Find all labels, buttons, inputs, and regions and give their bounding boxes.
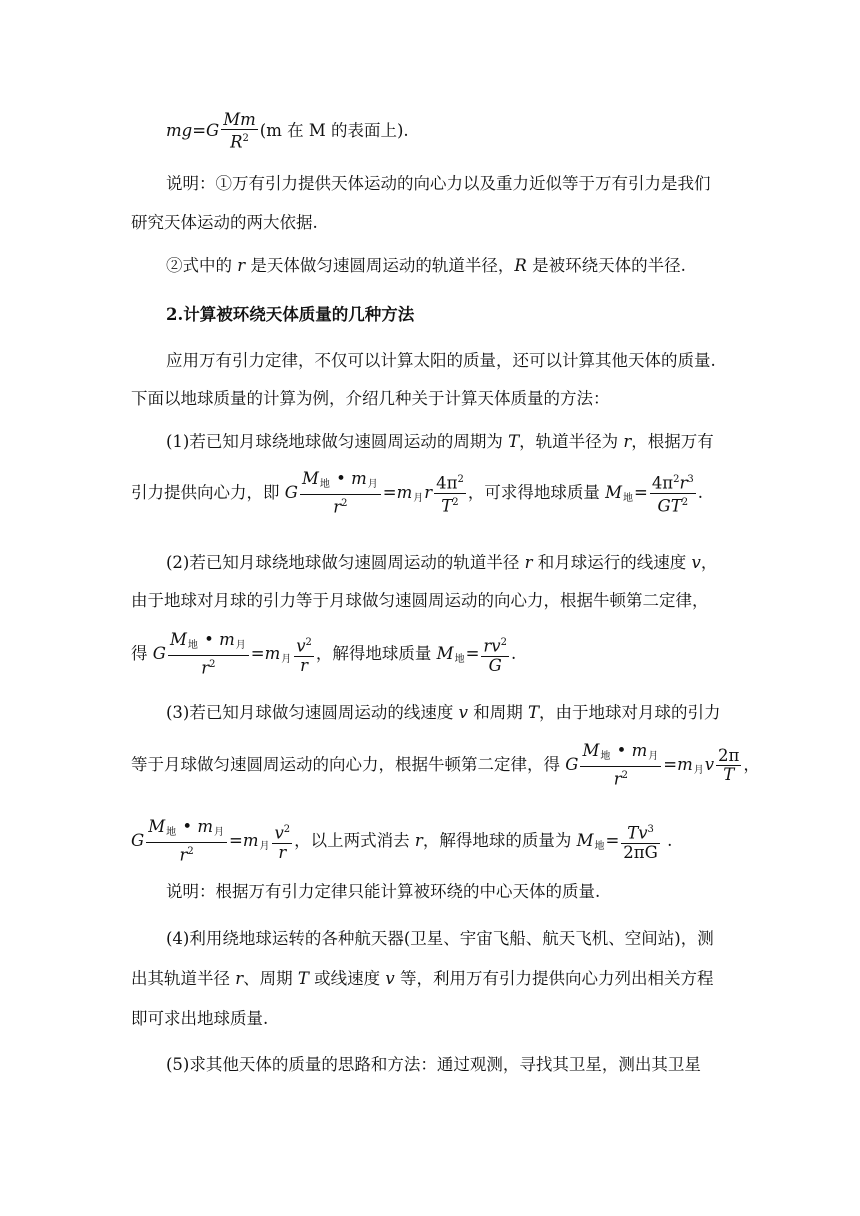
method-1-line-1: (1)若已知月球绕地球做匀速圆周运动的周期为 T，轨道半径为 r，根据万有 — [166, 432, 714, 451]
method-3-line-2: 等于月球做匀速圆周运动的向心力，根据牛顿第二定律，得 G $\frac{M_地 • m_月}{r^2}$ $=m_月v$ $\frac{2\pi}{T}$ ， — [131, 741, 760, 789]
method-5-line-1: (5)求其他天体的质量的思路和方法：通过观测，寻找其卫星，测出其卫星 — [166, 1055, 701, 1074]
intro-line-2: 下面以地球质量的计算为例，介绍几种关于计算天体质量的方法： — [131, 389, 610, 408]
method-2-line-2: 由于地球对月球的引力等于月球做匀速圆周运动的向心力，根据牛顿第二定律， — [131, 591, 709, 610]
fraction: $\frac{rv^2}{G}$ — [481, 634, 509, 675]
fraction: $\frac{v^2}{r}$ — [294, 634, 314, 675]
fraction: $\frac{M_地 • m_月}{r^2}$ — [300, 470, 381, 517]
fraction: $\frac{M_地 • m_月}{r^2}$ — [580, 742, 661, 789]
method-3-line-1: (3)若已知月球做匀速圆周运动的线速度 v 和周期 T，由于地球对月球的引力 — [166, 703, 721, 722]
method-2-line-3: 得 G $\frac{M_地 • m_月}{r^2}$ $=m_月$ $\frac{v^2}{r}$ ，解得地球质量 $M_地=$ $\frac{rv^2}{G}$ . — [131, 630, 517, 678]
method-1-line-2: 引力提供向心力，即 G $\frac{M_地 • m_月}{r^2}$ $=m_月r$ $\frac{4\pi^2}{T^2}$ ，可求得地球质量 $M_地=$ $\frac{4\pi^2r^3}{GT^2}$ . — [131, 469, 704, 517]
fraction: $\frac{M_地 • m_月}{r^2}$ — [146, 818, 227, 865]
note-1-line-2: 研究天体运动的两大依据. — [131, 213, 318, 232]
section-2-title: 2.计算被环绕天体质量的几种方法 — [166, 305, 415, 324]
intro-line-1: 应用万有引力定律，不仅可以计算太阳的质量，还可以计算其他天体的质量. — [166, 351, 716, 370]
fraction: $\frac{4\pi^2}{T^2}$ — [434, 471, 466, 515]
fraction: $\frac{Mm}{R^2}$ — [223, 110, 256, 152]
method-4-line-2: 出其轨道半径 r、周期 T 或线速度 v 等，利用万有引力提供向心力列出相关方程 — [131, 969, 714, 988]
note-2: ②式中的 r 是天体做匀速圆周运动的轨道半径，R 是被环绕天体的半径. — [166, 256, 686, 275]
method-3-line-3: G $\frac{M_地 • m_月}{r^2}$ $=m_月$ $\frac{v^2}{r}$ ，以上两式消去 r，解得地球的质量为 $M_地=$ $\frac{Tv^3}{2\pi G}$ . — [131, 817, 673, 865]
method-2-line-1: (2)若已知月球绕地球做匀速圆周运动的轨道半径 r 和月球运行的线速度 v， — [166, 553, 718, 572]
note-3: 说明：根据万有引力定律只能计算被环绕的中心天体的质量. — [166, 882, 601, 901]
method-4-line-1: (4)利用绕地球运转的各种航天器(卫星、宇宙飞船、航天飞机、空间站)，测 — [166, 929, 714, 948]
fraction: $\frac{4\pi^2r^3}{GT^2}$ — [650, 471, 696, 515]
fraction: $\frac{Tv^3}{2\pi G}$ — [621, 821, 660, 862]
note-1-line-1: 说明：①万有引力提供天体运动的向心力以及重力近似等于万有引力是我们 — [166, 174, 711, 193]
fraction: $\frac{2\pi}{T}$ — [718, 745, 740, 784]
method-4-line-3: 即可求出地球质量. — [131, 1009, 269, 1028]
fraction: $\frac{v^2}{r}$ — [272, 821, 292, 862]
formula-gravity-surface: mg=G $\frac{Mm}{R^2}$ (m 在 M 的表面上). — [166, 110, 409, 152]
fraction: $\frac{M_地 • m_月}{r^2}$ — [168, 631, 249, 678]
